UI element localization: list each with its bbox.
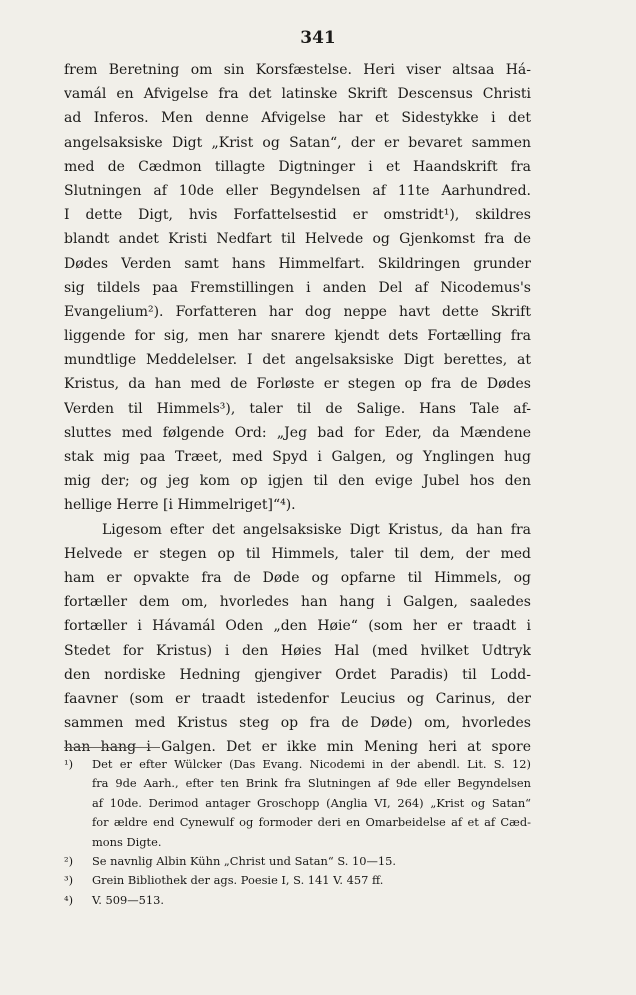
footnote-marker: ⁴) xyxy=(64,892,74,907)
footnote-marker: ³) xyxy=(64,873,74,888)
footnote-1-continued xyxy=(64,774,531,793)
footnote-marker: ¹) xyxy=(64,757,74,771)
text-line: den nordiske Hedning gjengiver Ordet Paradis) til Lodd- xyxy=(64,666,531,683)
text-line: Slutningen af 10de eller Begyndelsen af 11te Aarhundred. xyxy=(64,182,531,199)
text-line: sammen med Kristus steg op fra de Døde) om, hvorledes xyxy=(64,715,531,732)
text-line: mundtlige Meddelelser. I det angelsaksiske Digt berettes, at xyxy=(64,352,531,369)
paragraph-start-line: Ligesom efter det angelsaksiske Digt Kristus, da han fra xyxy=(102,521,531,538)
footnote-text: af 10de. Derimod antager Groschopp (Anglia VI, 264) „Krist og Satan“ xyxy=(92,795,531,810)
text-line: med de Cædmon tillagte Digtninger i et Haandskrift fra xyxy=(64,158,531,175)
text-line: Stedet for Kristus) i den Høies Hal (med hvilket Udtryk xyxy=(64,642,531,659)
main-text xyxy=(64,58,531,759)
text-line: ad Inferos. Men denne Afvigelse har et Sidestykke i det xyxy=(64,110,531,127)
text-line: Dødes Verden samt hans Himmelfart. Skildringen grunder xyxy=(64,255,531,272)
footnote-text: V. 509—513. xyxy=(92,892,164,907)
footnote-1-continued xyxy=(64,813,531,832)
footnotes xyxy=(64,755,531,910)
text-line: sluttes med følgende Ord: „Jeg bad for Eder, da Mændene xyxy=(64,424,531,441)
footnote-separator xyxy=(64,747,160,748)
text-line: mig der; og jeg kom op igjen til den evige Jubel hos den xyxy=(64,473,531,490)
footnote-1 xyxy=(64,755,531,774)
text-line: han hang i Galgen. Det er ikke min Mening heri at spore xyxy=(64,739,531,756)
footnote-text: mons Digte. xyxy=(92,834,162,849)
text-line: angelsaksiske Digt „Krist og Satan“, der er bevaret sammen xyxy=(64,134,531,151)
paragraph-end-line: hellige Herre [i Himmelriget]“⁴). xyxy=(64,497,296,514)
text-line: Verden til Himmels³), taler til de Salige. Hans Tale af- xyxy=(64,400,531,417)
footnote-text: for ældre end Cynewulf og formoder deri en Omarbeidelse af et af Cæd- xyxy=(92,815,531,830)
text-line: Kristus, da han med de Forløste er stegen op fra de Dødes xyxy=(64,376,531,393)
footnote-1-continued xyxy=(64,833,531,852)
text-line: faavner (som er traadt istedenfor Leucius og Carinus, der xyxy=(64,690,531,707)
text-line: Helvede er stegen op til Himmels, taler til dem, der med xyxy=(64,545,531,562)
footnote-2 xyxy=(64,852,531,871)
footnote-text: fra 9de Aarh., efter ten Brink fra Slutningen af 9de eller Begyndelsen xyxy=(92,776,531,791)
text-line: blandt andet Kristi Nedfart til Helvede og Gjenkomst fra de xyxy=(64,231,531,248)
footnote-3 xyxy=(64,871,531,890)
footnote-4 xyxy=(64,891,531,910)
text-line: ham er opvakte fra de Døde og opfarne til Himmels, og xyxy=(64,569,531,586)
text-line: frem Beretning om sin Korsfæstelse. Heri viser altsaa Há- xyxy=(64,62,531,78)
text-line: I dette Digt, hvis Forfattelsestid er omstridt¹), skildres xyxy=(64,207,531,224)
text-line: sig tildels paa Fremstillingen i anden Del af Nicodemus's xyxy=(64,279,531,296)
text-line: liggende for sig, men har snarere kjendt dets Fortælling fra xyxy=(64,328,531,345)
footnote-text: Det er efter Wülcker (Das Evang. Nicodemi in der abendl. Lit. S. 12) xyxy=(92,757,531,771)
footnote-text: Grein Bibliothek der ags. Poesie I, S. 141 V. 457 ff. xyxy=(92,873,384,888)
page-number: 341 xyxy=(300,28,336,48)
text-line: fortæller dem om, hvorledes han hang i Galgen, saaledes xyxy=(64,594,531,611)
footnote-marker: ²) xyxy=(64,853,74,868)
footnote-1-continued xyxy=(64,794,531,813)
text-line: stak mig paa Træet, med Spyd i Galgen, og Ynglingen hug xyxy=(64,449,531,465)
text-line: fortæller i Hávamál Oden „den Høie“ (som her er traadt i xyxy=(64,618,531,635)
text-line: vamál en Afvigelse fra det latinske Skrift Descensus Christi xyxy=(64,86,531,103)
footnote-text: Se navnlig Albin Kühn „Christ und Satan“ S. 10—15. xyxy=(92,853,396,868)
text-line: Evangelium²). Forfatteren har dog neppe havt dette Skrift xyxy=(64,303,531,320)
